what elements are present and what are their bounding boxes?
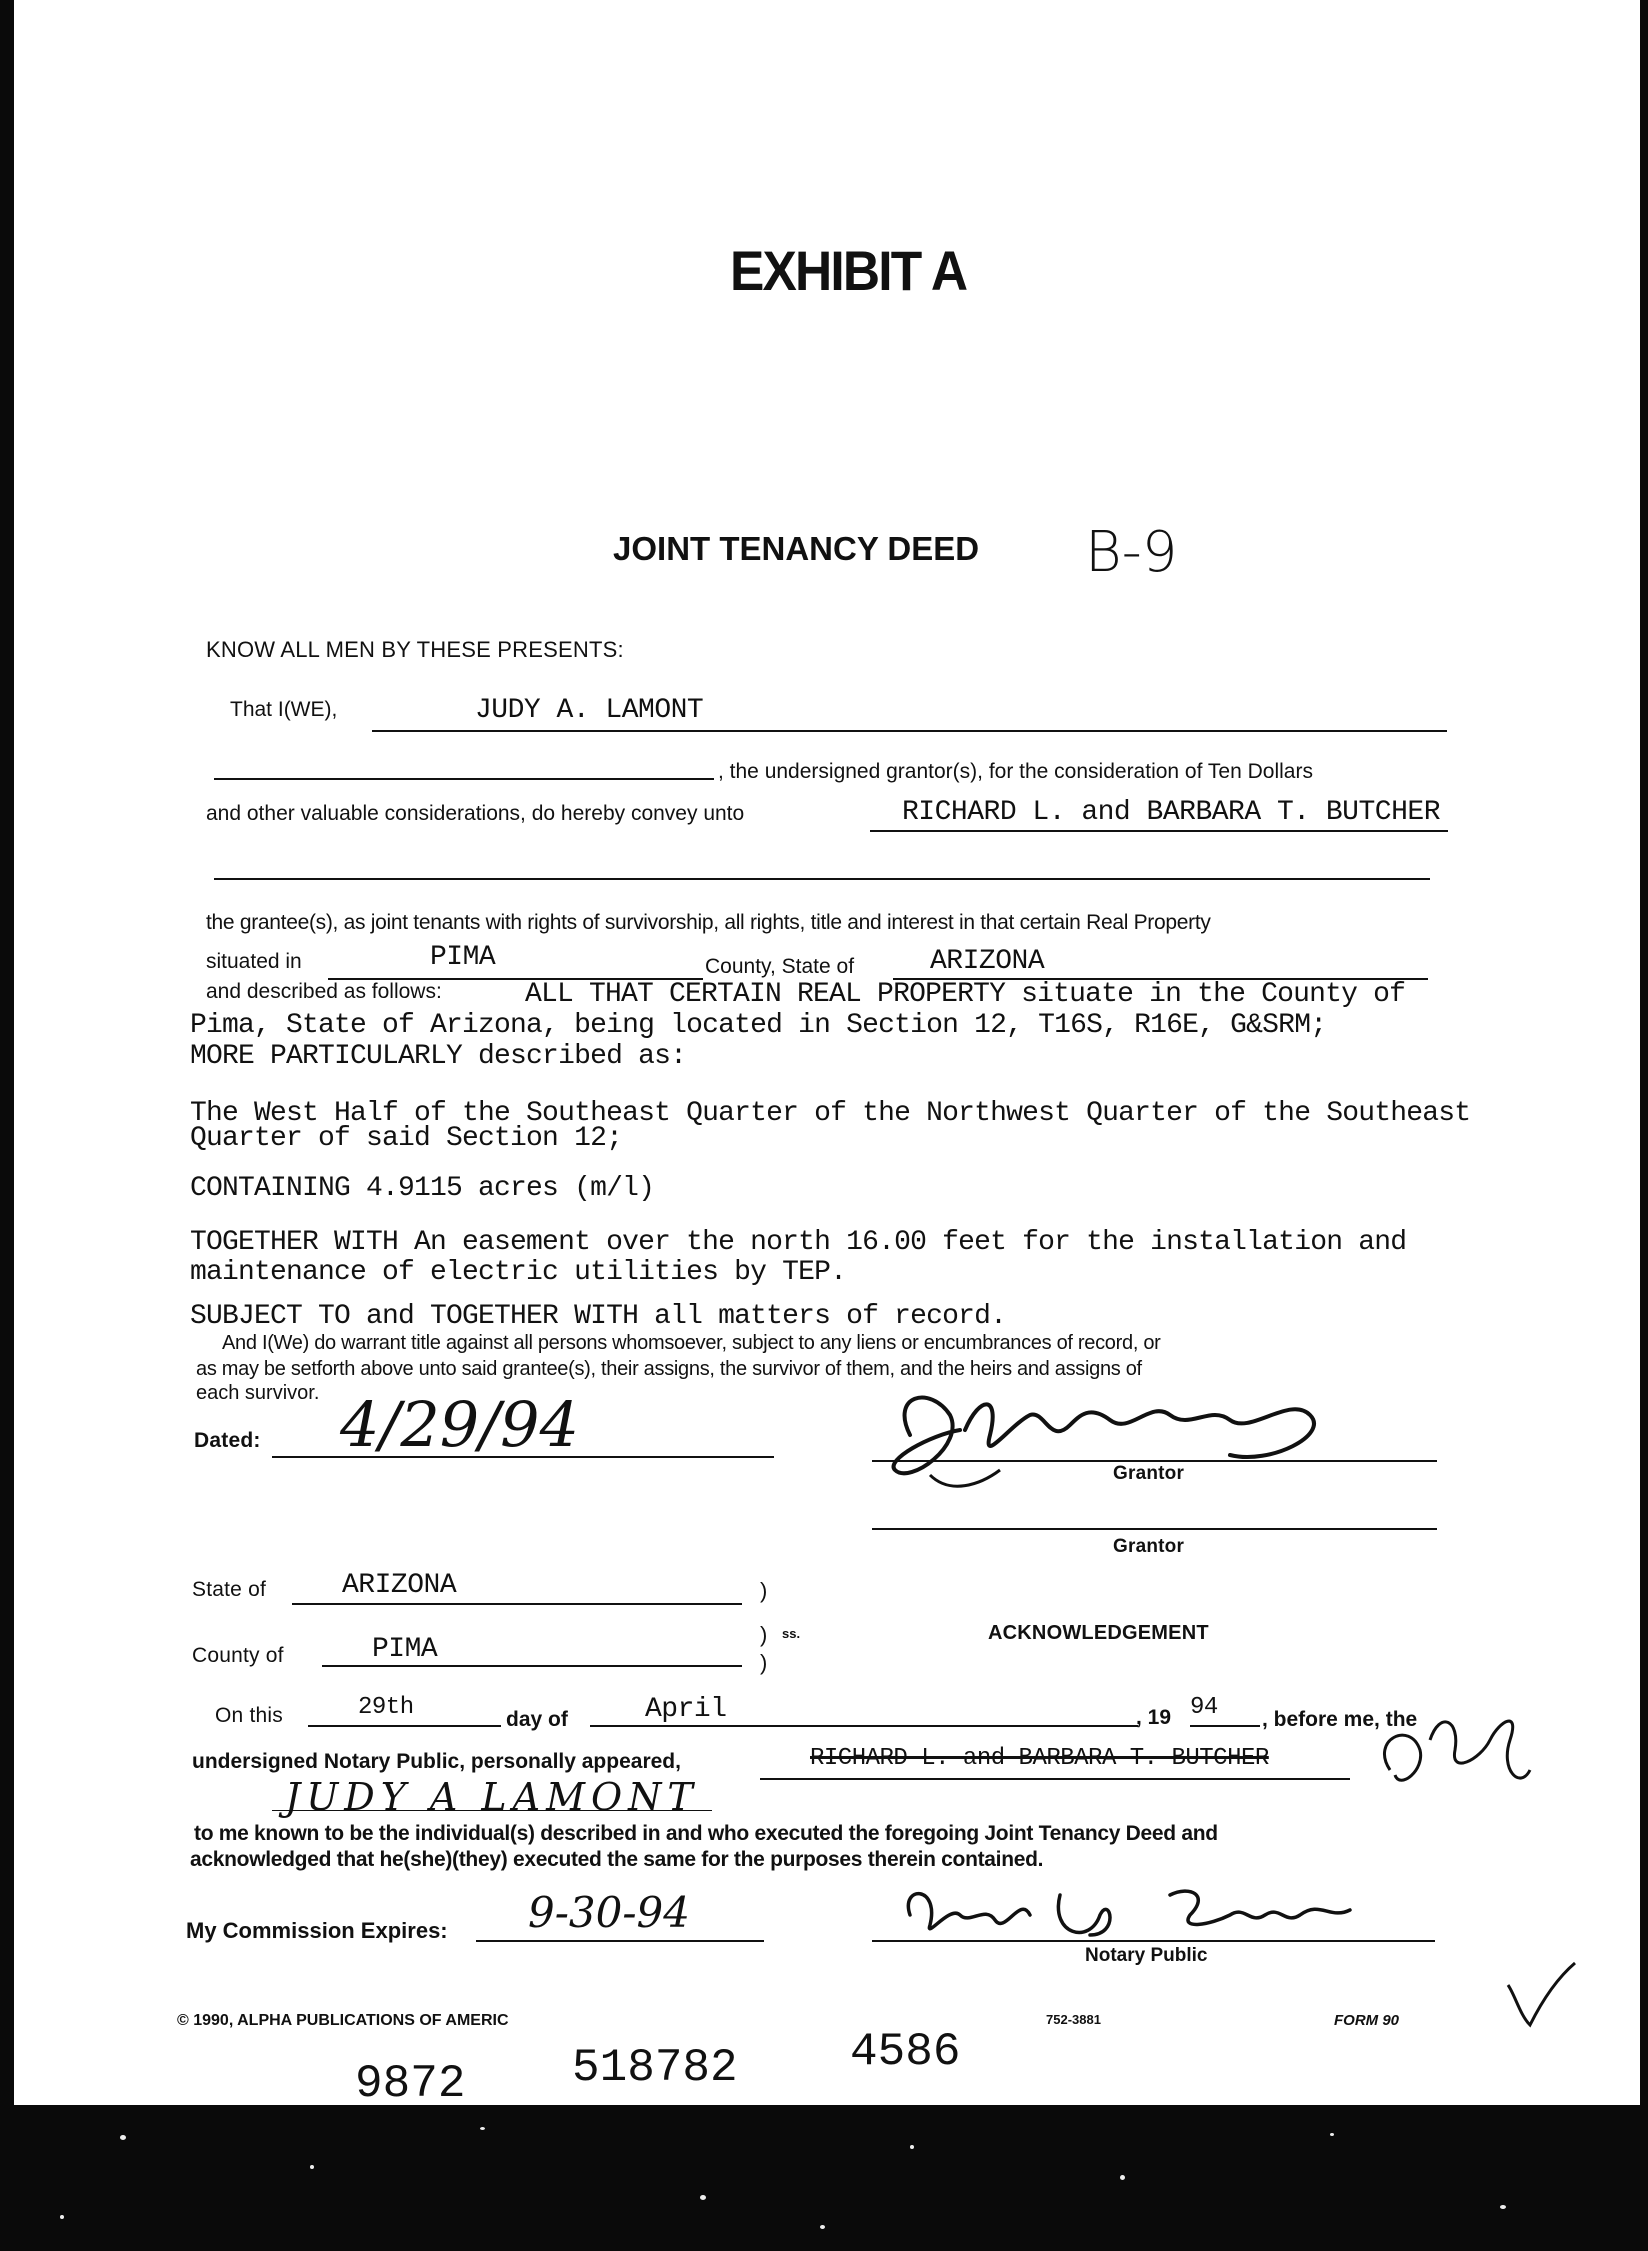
ack-paren-2: ) xyxy=(760,1622,768,1647)
described-prefix: and described as follows: xyxy=(206,980,442,1003)
ack-heading: ACKNOWLEDGEMENT xyxy=(988,1622,1209,1644)
check-mark-icon xyxy=(1500,1955,1580,2035)
warranty-line-1: And I(We) do warrant title against all persons whomsoever, subject to any liens or encumbrances of record, or xyxy=(222,1332,1161,1354)
grantees-text: the grantee(s), as joint tenants with rights of survivorship, all rights, title and interest in that certain Real Property xyxy=(206,911,1211,934)
ack-notary-line: undersigned Notary Public, personally appeared, xyxy=(192,1750,681,1773)
ack-county-rule xyxy=(322,1665,742,1667)
ack-ss: ss. xyxy=(782,1626,801,1641)
consideration-text: , the undersigned grantor(s), for the consideration of Ten Dollars xyxy=(718,760,1313,783)
footer-number-3: 4586 xyxy=(850,2026,961,2078)
description-easement-line1: TOGETHER WITH An easement over the north 16.00 feet for the installation and xyxy=(190,1227,1407,1258)
warranty-line-3: each survivor. xyxy=(196,1382,320,1404)
grantor-rule xyxy=(372,730,1447,732)
ack-paren-1: ) xyxy=(760,1578,768,1603)
grantor-signature-rule xyxy=(872,1460,1437,1462)
ack-names-rule xyxy=(760,1778,1350,1780)
ack-county-label: County of xyxy=(192,1644,284,1667)
notary-signature xyxy=(890,1875,1410,1955)
situated-prefix: situated in xyxy=(206,950,302,973)
ack-paren-3: ) xyxy=(760,1650,768,1675)
grantor-prefix: That I(WE), xyxy=(230,698,338,721)
ack-initials xyxy=(1370,1700,1540,1800)
ack-year-value: 94 xyxy=(1190,1694,1218,1721)
footer-number-1: 9872 xyxy=(355,2058,466,2110)
ack-handwritten-name: JUDY A LAMONT xyxy=(285,1775,699,1819)
description-subject-to: SUBJECT TO and TOGETHER WITH all matters of record. xyxy=(190,1301,1007,1332)
ack-before-me: , before me, the xyxy=(1262,1708,1418,1731)
exhibit-title: EXHIBIT A xyxy=(730,239,967,302)
ack-commission-label: My Commission Expires: xyxy=(186,1918,448,1943)
ack-state-label: State of xyxy=(192,1578,266,1601)
description-line-2: Pima, State of Arizona, being located in Section 12, T16S, R16E, G&SRM; xyxy=(190,1010,1327,1041)
ack-month-value: April xyxy=(645,1694,727,1725)
ack-state-rule xyxy=(292,1603,742,1605)
grantee-names: RICHARD L. and BARBARA T. BUTCHER xyxy=(902,797,1440,828)
description-easement-line2: maintenance of electric utilities by TEP. xyxy=(190,1257,847,1288)
footer-phone: 752-3881 xyxy=(1046,2012,1101,2027)
ack-day-rule xyxy=(308,1725,501,1727)
grantor-label-2: Grantor xyxy=(1113,1536,1185,1557)
ack-state-value: ARIZONA xyxy=(342,1570,457,1601)
ack-handwritten-rule xyxy=(272,1810,712,1811)
ack-on-this: On this xyxy=(215,1704,283,1727)
grantor-signature-rule-2 xyxy=(872,1528,1437,1530)
notary-signature-rule xyxy=(872,1940,1435,1942)
deed-title: JOINT TENANCY DEED xyxy=(613,530,980,567)
convey-prefix: and other valuable considerations, do hereby convey unto xyxy=(206,802,745,825)
ack-month-rule xyxy=(590,1725,1138,1727)
warranty-line-2: as may be setforth above unto said grantee(s), their assigns, the survivor of them, and the heirs and assigns of xyxy=(196,1358,1142,1380)
description-line-3: MORE PARTICULARLY described as: xyxy=(190,1041,687,1072)
footer-number-2: 518782 xyxy=(572,2042,738,2094)
notary-label: Notary Public xyxy=(1085,1945,1208,1966)
dated-label: Dated: xyxy=(194,1429,261,1452)
ack-commission-value: 9-30-94 xyxy=(528,1888,690,1937)
grantor-signature xyxy=(870,1375,1350,1505)
ack-county-value: PIMA xyxy=(372,1634,438,1665)
description-containing: CONTAINING 4.9115 acres (m/l) xyxy=(190,1173,655,1204)
footer-copyright: © 1990, ALPHA PUBLICATIONS OF AMERIC xyxy=(177,2012,509,2029)
grantor-label-1: Grantor xyxy=(1113,1463,1185,1484)
ack-commission-rule xyxy=(476,1940,764,1942)
ack-struck-names: RICHARD L. and BARBARA T. BUTCHER xyxy=(810,1745,1269,1772)
description-line-1: ALL THAT CERTAIN REAL PROPERTY situate in the County of xyxy=(525,979,1406,1010)
ack-day-of: day of xyxy=(506,1708,568,1731)
scan-border-left xyxy=(0,0,14,2105)
ack-year-rule xyxy=(1190,1725,1260,1727)
description-para1-line1: The West Half of the Southeast Quarter of the Northwest Quarter of the Southeast xyxy=(190,1098,1471,1129)
ack-known-line: to me known to be the individual(s) described in and who executed the foregoing Joint Tenancy Deed and xyxy=(194,1822,1218,1845)
description-para1-line2: Quarter of said Section 12; xyxy=(190,1123,623,1154)
ack-year-prefix: , 19 xyxy=(1136,1706,1172,1729)
grantee-rule xyxy=(870,830,1448,832)
deed-mark: B-9 xyxy=(1085,520,1178,585)
footer-form: FORM 90 xyxy=(1334,2012,1400,2029)
intro-heading: KNOW ALL MEN BY THESE PRESENTS: xyxy=(206,637,624,662)
situated-middle: County, State of xyxy=(705,955,855,978)
state-value: ARIZONA xyxy=(930,946,1045,977)
ack-day-value: 29th xyxy=(358,1694,414,1721)
grantor-name: JUDY A. LAMONT xyxy=(475,695,704,726)
ack-acknowledged-line: acknowledged that he(she)(they) executed the same for the purposes therein contained. xyxy=(190,1848,1044,1871)
scan-border-bottom xyxy=(0,2105,1648,2251)
dated-value: 4/29/94 xyxy=(340,1388,580,1461)
scan-border-right xyxy=(1640,0,1648,2105)
county-value: PIMA xyxy=(430,942,496,973)
grantor-rule-2 xyxy=(214,778,714,780)
grantee-rule-2 xyxy=(214,878,1430,880)
